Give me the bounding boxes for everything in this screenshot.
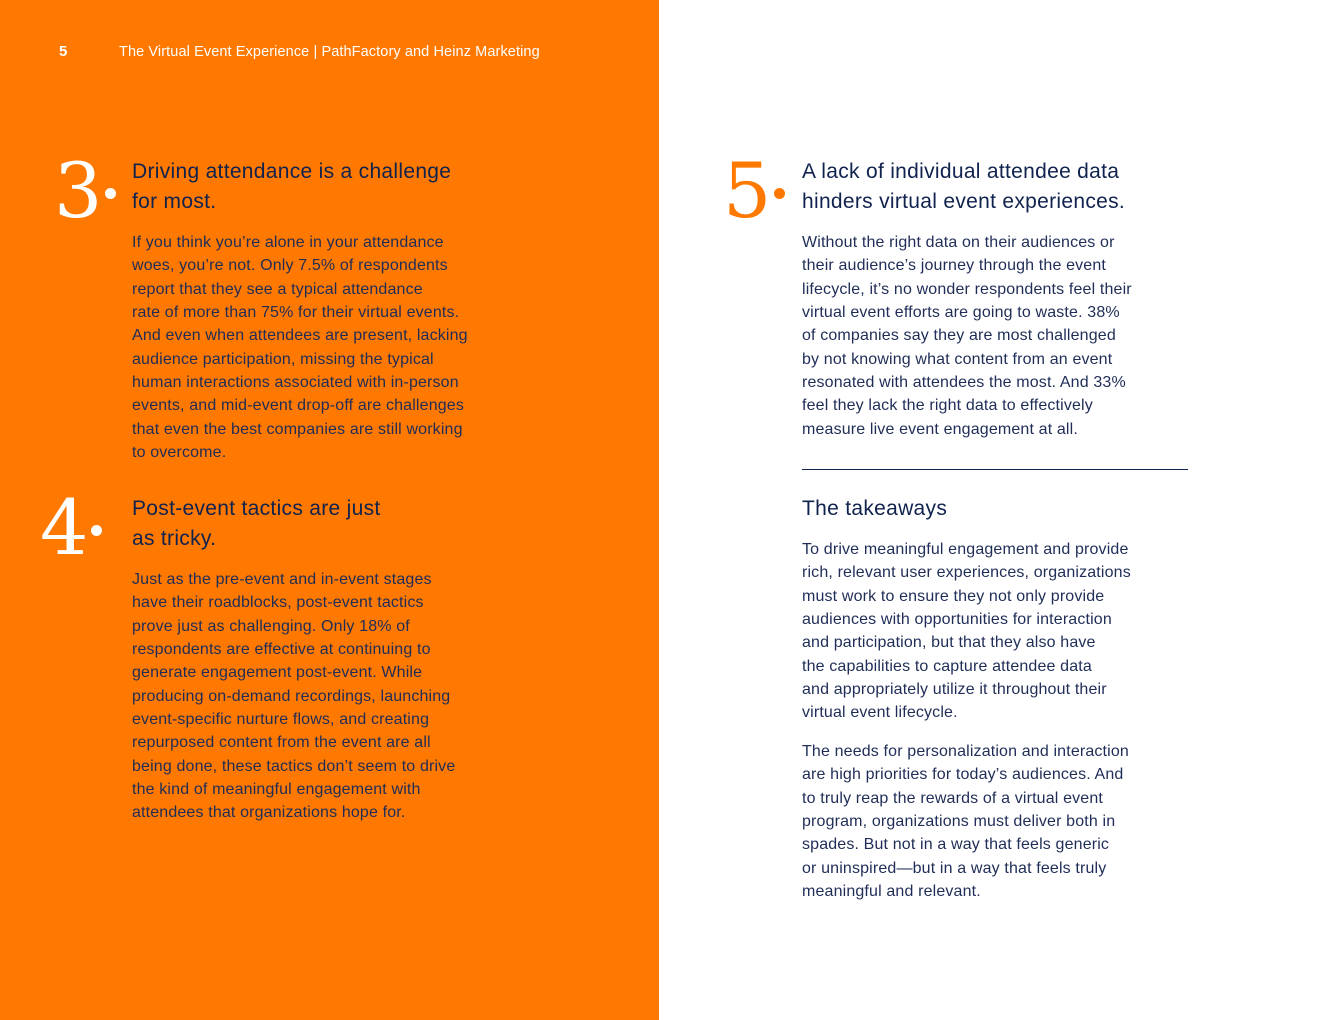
section-4-heading: [132, 494, 381, 554]
section-4-numeral-digit: 4: [40, 483, 89, 572]
body-line: producing on-demand recordings, launching: [132, 687, 451, 705]
takeaways-paragraph-2: [802, 740, 1129, 903]
body-line: measure live event engagement at all.: [802, 420, 1078, 438]
section-5-numeral-digit: 5: [723, 146, 772, 235]
body-line: report that they see a typical attendance: [132, 280, 423, 298]
body-line: and appropriately utilize it throughout their: [802, 681, 1107, 699]
body-line: respondents are effective at continuing to: [132, 641, 431, 659]
body-line: spades. But not in a way that feels generic: [802, 836, 1110, 854]
heading-line: Post-event tactics are just: [132, 497, 381, 520]
body-line: lifecycle, it’s no wonder respondents feel their: [802, 280, 1132, 298]
body-line: woes, you’re not. Only 7.5% of respondents: [132, 257, 448, 275]
body-line: human interactions associated with in-person: [132, 374, 459, 392]
body-line: The needs for personalization and interaction: [802, 743, 1129, 760]
heading-line: Driving attendance is a challenge: [132, 160, 452, 183]
section-divider: [802, 469, 1188, 470]
body-line: If you think you’re alone in your attendance: [132, 234, 444, 251]
section-5-body: [802, 231, 1132, 441]
body-line: Without the right data on their audiences or: [802, 234, 1115, 251]
body-line: must work to ensure they not only provide: [802, 587, 1105, 605]
body-line: of companies say they are most challenged: [802, 327, 1116, 345]
heading-line: The takeaways: [802, 497, 948, 520]
body-line: feel they lack the right data to effectively: [802, 397, 1093, 415]
body-line: repurposed content from the event are all: [132, 734, 431, 752]
body-line: and participation, but that they also have: [802, 634, 1096, 652]
section-4-numeral: [40, 483, 102, 572]
body-line: virtual event efforts are going to waste. 38%: [802, 304, 1120, 322]
body-line: the capabilities to capture attendee data: [802, 657, 1092, 675]
body-line: rich, relevant user experiences, organizations: [802, 564, 1131, 582]
section-5-numeral: [723, 146, 785, 235]
numeral-dot-icon: [774, 188, 785, 199]
numeral-dot-icon: [105, 188, 116, 199]
section-3-heading: [132, 157, 451, 217]
body-line: their audience’s journey through the event: [802, 257, 1106, 275]
body-line: generate engagement post-event. While: [132, 664, 423, 682]
body-line: program, organizations must deliver both in: [802, 813, 1116, 831]
body-line: by not knowing what content from an event: [802, 350, 1113, 368]
body-line: event-specific nurture flows, and creating: [132, 711, 430, 729]
takeaways-paragraph-1: [802, 538, 1131, 725]
body-line: virtual event lifecycle.: [802, 704, 958, 722]
body-line: To drive meaningful engagement and provide: [802, 541, 1129, 558]
section-4-body: [132, 568, 455, 825]
body-line: attendees that organizations hope for.: [132, 804, 406, 822]
body-line: meaningful and relevant.: [802, 883, 981, 901]
body-line: that even the best companies are still working: [132, 420, 463, 438]
section-3-body: [132, 231, 468, 464]
body-line: prove just as challenging. Only 18% of: [132, 617, 410, 635]
heading-line: for most.: [132, 190, 217, 213]
heading-line: A lack of individual attendee data: [802, 160, 1120, 183]
numeral-dot-icon: [91, 525, 102, 536]
body-line: resonated with attendees the most. And 33%: [802, 374, 1126, 392]
section-3-numeral: [54, 146, 116, 235]
body-line: have their roadblocks, post-event tactics: [132, 594, 424, 612]
running-title: The Virtual Event Experience | PathFactory and Heinz Marketing: [119, 44, 540, 60]
body-line: audiences with opportunities for interaction: [802, 611, 1112, 629]
body-line: audience participation, missing the typical: [132, 350, 434, 368]
body-line: Just as the pre-event and in-event stages: [132, 571, 432, 588]
takeaways-heading: [802, 494, 947, 524]
body-line: are high priorities for today’s audiences. And: [802, 766, 1124, 784]
body-line: And even when attendees are present, lacking: [132, 327, 468, 345]
body-line: being done, these tactics don’t seem to drive: [132, 757, 456, 775]
section-5-heading: [802, 157, 1125, 217]
body-line: rate of more than 75% for their virtual events.: [132, 304, 460, 322]
body-line: to overcome.: [132, 444, 227, 462]
body-line: to truly reap the rewards of a virtual event: [802, 789, 1103, 807]
body-line: events, and mid-event drop-off are challenges: [132, 397, 464, 415]
body-line: the kind of meaningful engagement with: [132, 781, 421, 799]
body-line: or uninspired—but in a way that feels truly: [802, 859, 1107, 877]
page-number: 5: [59, 43, 68, 60]
heading-line: hinders virtual event experiences.: [802, 190, 1126, 213]
section-3-numeral-digit: 3: [54, 146, 103, 235]
heading-line: as tricky.: [132, 527, 217, 550]
